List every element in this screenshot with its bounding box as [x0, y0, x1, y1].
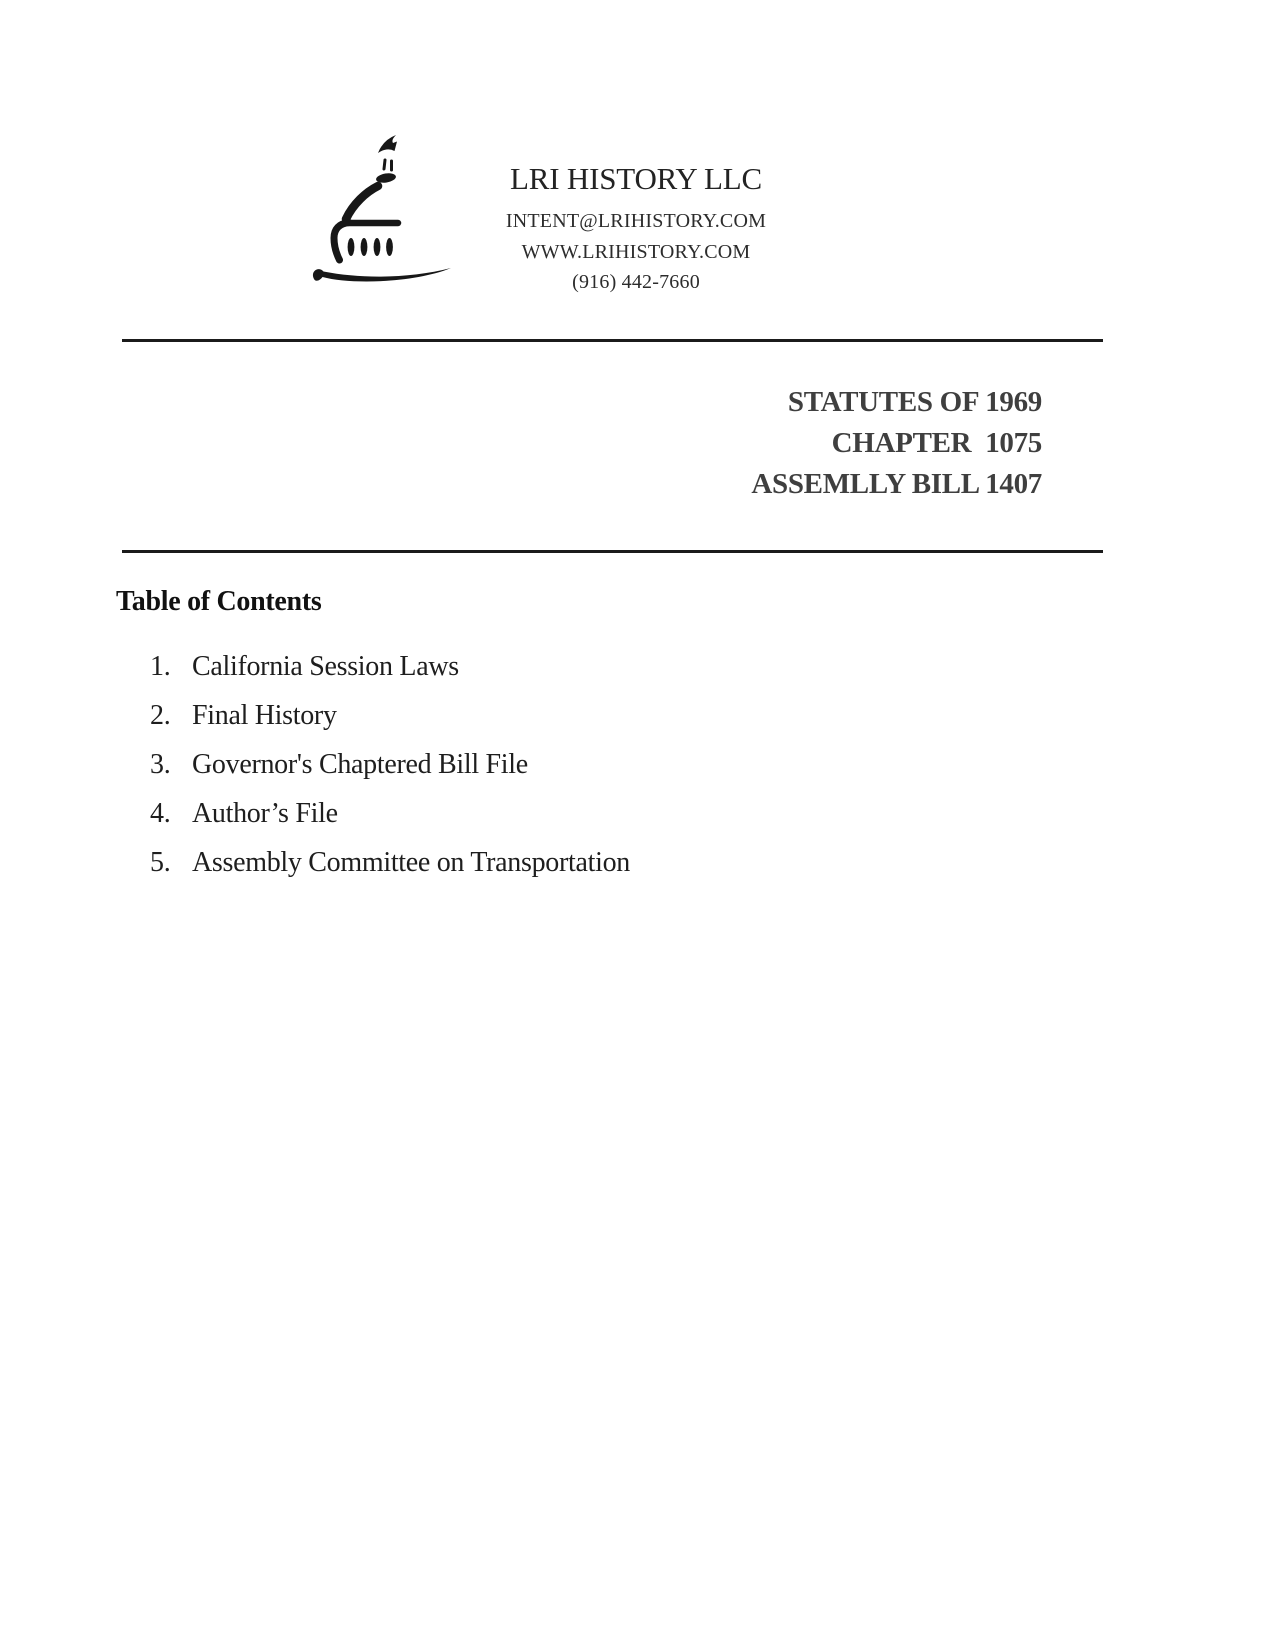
- toc-item-governors-chaptered-bill-file: [150, 748, 850, 782]
- toc-item-number: 3.: [150, 749, 171, 780]
- toc-item-assembly-committee-on-transportation: [150, 846, 850, 880]
- toc-item-label: Governor's Chaptered Bill File: [192, 749, 528, 780]
- toc-item-authors-file: [150, 797, 850, 831]
- horizontal-rule-bottom: [122, 550, 1103, 553]
- toc-list: [150, 650, 850, 895]
- chapter-line: CHAPTER 1075: [831, 427, 1042, 459]
- toc-item-number: 2.: [150, 700, 171, 731]
- toc-item-label: Author’s File: [192, 798, 338, 829]
- toc-item-final-history: [150, 699, 850, 733]
- horizontal-rule-top: [122, 339, 1103, 342]
- toc-item-label: Assembly Committee on Transportation: [192, 847, 630, 878]
- toc-item-label: Final History: [192, 700, 337, 731]
- toc-item-california-session-laws: [150, 650, 850, 684]
- toc-item-number: 5.: [150, 847, 171, 878]
- statutes-line: STATUTES OF 1969: [787, 386, 1042, 418]
- company-phone: (916) 442-7660: [572, 271, 700, 293]
- bill-reference-block: [751, 382, 1042, 505]
- company-name: LRI HISTORY LLC: [510, 161, 762, 196]
- company-header: [450, 160, 822, 298]
- toc-item-number: 1.: [150, 651, 171, 682]
- toc-item-label: California Session Laws: [192, 651, 459, 682]
- toc-title: Table of Contents: [116, 586, 322, 617]
- company-email: INTENT@LRIHISTORY.COM: [505, 210, 767, 232]
- company-website: WWW.LRIHISTORY.COM: [521, 240, 751, 263]
- toc-item-number: 4.: [150, 798, 171, 829]
- assembly-bill-line: ASSEMLLY BILL 1407: [751, 468, 1042, 500]
